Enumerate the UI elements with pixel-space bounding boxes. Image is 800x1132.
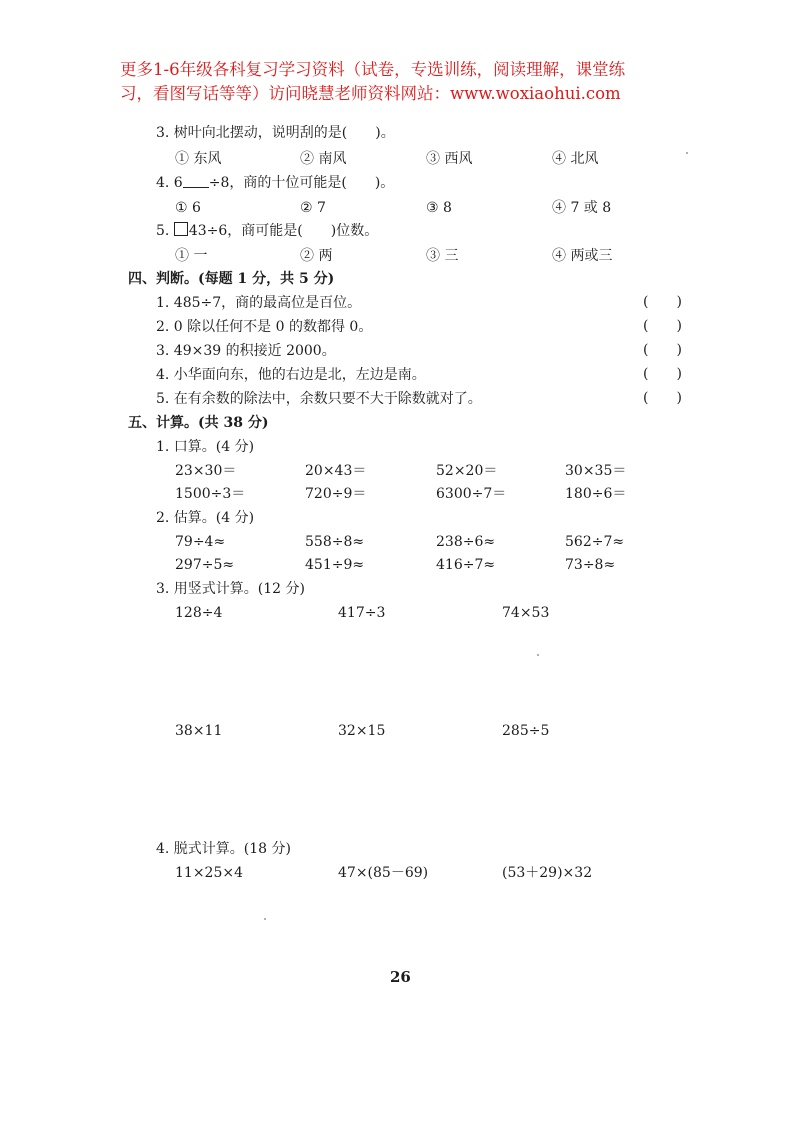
estimate-item: 451÷9≈ — [305, 557, 365, 573]
oral-calc-item: 6300÷7＝ — [436, 486, 507, 502]
vertical-calc-item: 285÷5 — [502, 723, 550, 739]
estimate-item: 297÷5≈ — [175, 557, 235, 573]
vertical-calc-item: 74×53 — [502, 605, 550, 621]
estimate-item: 238÷6≈ — [436, 534, 496, 550]
choice-q5-option-2: ② 两 — [300, 248, 333, 264]
vertical-calc-item: 38×11 — [175, 723, 223, 739]
scan-speck — [264, 918, 266, 920]
judge-item-5: 5. 在有余数的除法中，余数只要不大于除数就对了。 — [156, 391, 482, 407]
oral-calc-item: 30×35＝ — [565, 463, 627, 479]
oral-calc-item: 23×30＝ — [175, 463, 237, 479]
page-number: 26 — [390, 968, 411, 986]
judge-item-2: 2. 0 除以任何不是 0 的数都得 0。 — [156, 319, 373, 335]
choice-q5-stem — [156, 222, 378, 240]
scan-speck — [537, 654, 539, 656]
choice-q5-stem-text: 43÷6，商可能是( )位数。 — [188, 223, 379, 239]
answer-parentheses[interactable]: () — [643, 390, 710, 406]
banner-line-2: 习，看图写话等等）访问晓慧老师资料网站：www.woxiaohui.com — [120, 84, 621, 103]
section-judge-title: 四、判断。(每题 1 分，共 5 分) — [128, 271, 335, 287]
choice-q4-option-4: ④ 7 或 8 — [552, 200, 612, 216]
oral-calc-item: 180÷6＝ — [565, 486, 627, 502]
choice-q3-option-2: ② 南风 — [300, 151, 347, 167]
estimate-item: 73÷8≈ — [565, 557, 616, 573]
scan-speck — [686, 152, 688, 154]
website-banner — [120, 58, 700, 106]
estimate-item: 562÷7≈ — [565, 534, 625, 550]
stepwise-calc-item: 47×(85－69) — [338, 865, 429, 881]
answer-parentheses[interactable]: () — [643, 318, 710, 334]
oral-calc-item: 20×43＝ — [305, 463, 367, 479]
estimate-item: 558÷8≈ — [305, 534, 365, 550]
answer-parentheses[interactable]: () — [643, 294, 710, 310]
banner-line-1: 更多1-6年级各科复习学习资料（试卷，专选训练，阅读理解，课堂练 — [120, 60, 626, 79]
choice-q5-option-1: ① 一 — [175, 248, 208, 264]
estimate-title: 2. 估算。(4 分) — [156, 510, 255, 526]
vertical-calc-item: 417÷3 — [338, 605, 386, 621]
oral-calc-item: 52×20＝ — [436, 463, 498, 479]
judge-item-3: 3. 49×39 的积接近 2000。 — [156, 343, 336, 359]
oral-calc-title: 1. 口算。(4 分) — [156, 439, 255, 455]
answer-blank — [183, 175, 209, 188]
stepwise-calc-item: 11×25×4 — [175, 865, 243, 881]
estimate-item: 79÷4≈ — [175, 534, 226, 550]
stepwise-calc-item: (53＋29)×32 — [502, 865, 593, 881]
choice-q3-option-4: ④ 北风 — [552, 151, 599, 167]
choice-q4-stem-prefix: 4. 6 — [156, 175, 183, 191]
choice-q4-stem-suffix: ÷8，商的十位可能是( )。 — [208, 175, 395, 191]
stepwise-calc-title: 4. 脱式计算。(18 分) — [156, 841, 291, 857]
choice-q3-stem: 3. 树叶向北摆动，说明刮的是( )。 — [156, 125, 395, 141]
judge-item-4: 4. 小华面向东，他的右边是北，左边是南。 — [156, 367, 426, 383]
choice-q4-option-1: ① 6 — [175, 200, 201, 216]
choice-q4-option-3: ③ 8 — [426, 200, 452, 216]
vertical-calc-title: 3. 用竖式计算。(12 分) — [156, 581, 305, 597]
answer-parentheses[interactable]: () — [643, 366, 710, 382]
choice-q5-number: 5. — [156, 223, 174, 239]
choice-q3-option-1: ① 东风 — [175, 151, 222, 167]
choice-q3-option-3: ③ 西风 — [426, 151, 473, 167]
section-calc-title: 五、计算。(共 38 分) — [128, 415, 269, 431]
oral-calc-item: 720÷9＝ — [305, 486, 367, 502]
choice-q4-stem — [156, 174, 394, 192]
answer-parentheses[interactable]: () — [643, 342, 710, 358]
choice-q5-option-4: ④ 两或三 — [552, 248, 613, 264]
answer-box — [174, 222, 188, 236]
vertical-calc-item: 128÷4 — [175, 605, 223, 621]
judge-item-1: 1. 485÷7，商的最高位是百位。 — [156, 295, 362, 311]
oral-calc-item: 1500÷3＝ — [175, 486, 246, 502]
choice-q4-option-2: ② 7 — [300, 200, 326, 216]
choice-q5-option-3: ③ 三 — [426, 248, 459, 264]
estimate-item: 416÷7≈ — [436, 557, 496, 573]
vertical-calc-item: 32×15 — [338, 723, 386, 739]
